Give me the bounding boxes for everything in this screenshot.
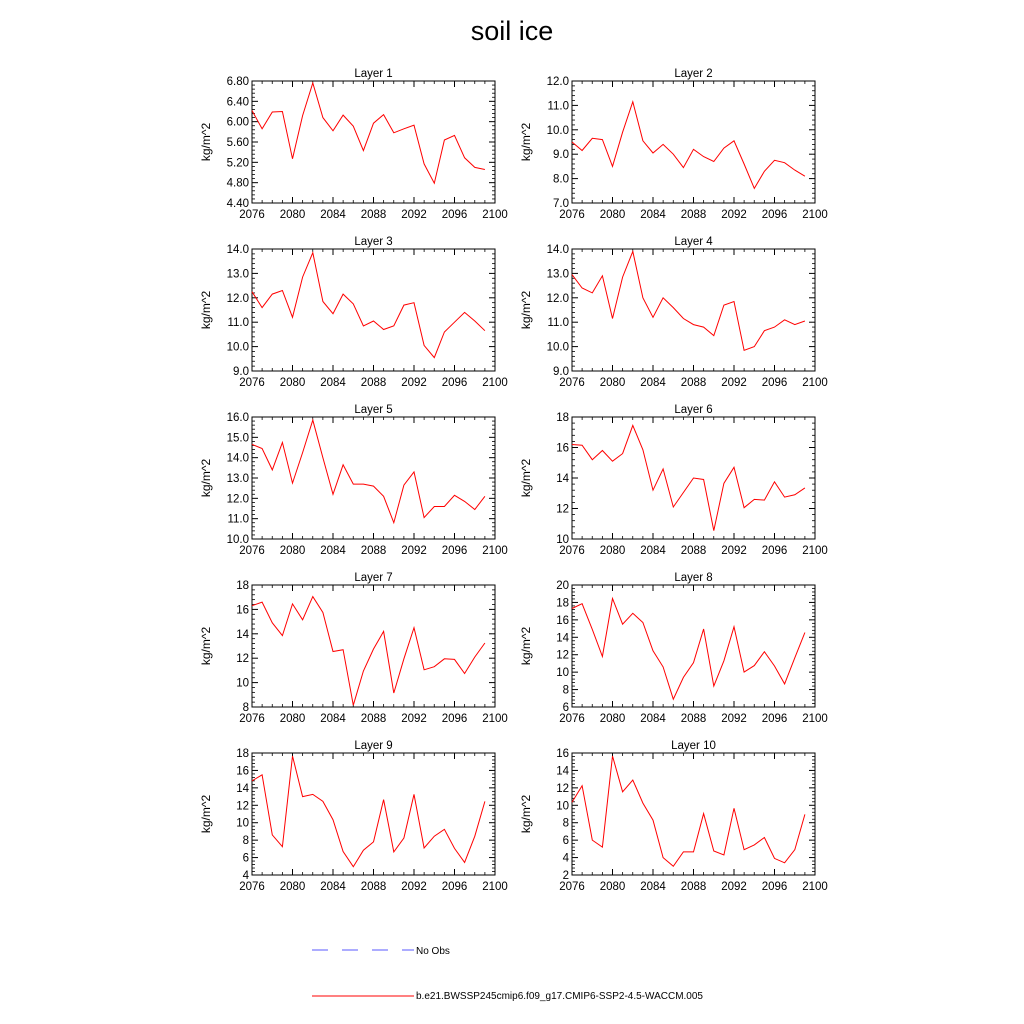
y-tick-label: 13.0 [226, 268, 249, 281]
y-axis-label: kg/m^2 [519, 290, 533, 330]
x-tick-label: 2100 [482, 377, 508, 389]
x-tick-label: 2084 [320, 713, 346, 725]
panel-title: Layer 4 [674, 236, 713, 248]
y-tick-label: 11.0 [227, 317, 249, 330]
chart-panel-5 [199, 404, 508, 557]
y-axis-label: kg/m^2 [519, 122, 533, 162]
x-tick-label: 2096 [441, 209, 468, 221]
y-tick-label: 12.0 [546, 76, 569, 88]
x-tick-label: 2092 [721, 881, 747, 893]
x-tick-label: 2092 [721, 545, 747, 557]
y-tick-label: 16.0 [226, 412, 249, 424]
y-tick-label: 15.0 [226, 432, 249, 445]
x-tick-label: 2096 [441, 881, 468, 893]
y-tick-label: 7.0 [553, 198, 569, 210]
y-tick-label: 10 [556, 667, 569, 680]
y-tick-label: 10 [236, 817, 249, 830]
y-axis-label: kg/m^2 [199, 458, 213, 498]
x-tick-label: 2084 [640, 545, 666, 557]
x-tick-label: 2092 [721, 377, 747, 389]
x-tick-label: 2076 [239, 545, 265, 557]
panel-title: Layer 6 [674, 404, 713, 416]
y-tick-label: 16 [556, 442, 569, 455]
series-line [252, 253, 485, 358]
y-tick-label: 14.0 [546, 244, 569, 256]
x-tick-label: 2080 [599, 377, 626, 389]
y-tick-label: 4.80 [226, 177, 249, 190]
plot-frame [252, 249, 495, 371]
y-tick-label: 9.0 [553, 149, 569, 162]
x-tick-label: 2076 [559, 545, 585, 557]
x-tick-label: 2088 [680, 209, 707, 221]
x-tick-label: 2096 [761, 209, 788, 221]
x-tick-label: 2100 [802, 545, 828, 557]
y-tick-label: 12.0 [546, 292, 569, 305]
y-tick-label: 10 [556, 534, 569, 546]
y-tick-label: 8 [242, 702, 249, 714]
chart-panel-10 [519, 740, 828, 893]
x-tick-label: 2080 [279, 545, 306, 557]
series-line [572, 102, 805, 189]
y-tick-label: 5.60 [226, 137, 249, 149]
x-tick-label: 2100 [802, 377, 828, 389]
y-tick-label: 14 [556, 473, 569, 485]
series-line [572, 251, 805, 350]
x-tick-label: 2084 [320, 881, 346, 893]
x-tick-label: 2080 [599, 209, 626, 221]
x-tick-label: 2080 [599, 713, 626, 725]
chart-panel-1 [199, 68, 508, 221]
x-tick-label: 2096 [761, 545, 788, 557]
y-tick-label: 12 [556, 503, 569, 516]
x-tick-label: 2096 [761, 377, 788, 389]
y-tick-label: 18 [236, 748, 249, 760]
y-tick-label: 8 [562, 684, 569, 697]
y-tick-label: 4 [242, 870, 249, 882]
y-tick-label: 8 [562, 817, 569, 830]
x-tick-label: 2080 [279, 377, 306, 389]
y-tick-label: 11.0 [547, 317, 569, 330]
x-tick-label: 2100 [482, 545, 508, 557]
x-tick-label: 2092 [721, 209, 747, 221]
chart-panel-6 [519, 404, 828, 557]
x-tick-label: 2080 [279, 209, 306, 221]
x-tick-label: 2084 [640, 209, 666, 221]
x-tick-label: 2100 [802, 713, 828, 725]
x-tick-label: 2092 [401, 377, 427, 389]
x-tick-label: 2088 [680, 377, 707, 389]
x-tick-label: 2100 [482, 713, 508, 725]
panel-title: Layer 10 [671, 740, 716, 752]
x-tick-label: 2100 [482, 209, 508, 221]
x-tick-label: 2096 [441, 713, 468, 725]
x-tick-label: 2076 [239, 377, 265, 389]
series-line [572, 425, 805, 530]
panel-title: Layer 5 [354, 404, 393, 416]
plot-frame [252, 417, 495, 539]
legend-model-label: b.e21.BWSSP245cmip6.f09_g17.CMIP6-SSP2-4.5-WACCM.005 [416, 991, 703, 1002]
y-tick-label: 2 [562, 870, 569, 882]
y-tick-label: 6.40 [226, 96, 249, 109]
x-tick-label: 2100 [802, 209, 828, 221]
x-tick-label: 2076 [559, 377, 585, 389]
y-tick-label: 8 [242, 835, 249, 848]
y-axis-label: kg/m^2 [199, 794, 213, 834]
panel-title: Layer 9 [354, 740, 393, 752]
y-tick-label: 14.0 [226, 244, 249, 256]
chart-panel-8 [519, 572, 828, 725]
y-tick-label: 12 [556, 649, 569, 662]
series-line [252, 597, 485, 706]
y-tick-label: 18 [556, 412, 569, 424]
y-tick-label: 14 [236, 782, 249, 795]
x-tick-label: 2100 [482, 881, 508, 893]
y-tick-label: 16 [556, 748, 569, 760]
y-tick-label: 20 [556, 580, 569, 592]
y-tick-label: 18 [556, 597, 569, 610]
x-tick-label: 2084 [320, 545, 346, 557]
y-tick-label: 10.0 [546, 124, 569, 137]
x-tick-label: 2076 [239, 713, 265, 725]
x-tick-label: 2092 [721, 713, 747, 725]
y-tick-label: 11.0 [227, 513, 249, 526]
x-tick-label: 2096 [761, 713, 788, 725]
x-tick-label: 2084 [640, 881, 666, 893]
plot-frame [572, 753, 815, 875]
plot-frame [572, 585, 815, 707]
y-tick-label: 12 [236, 653, 249, 666]
y-tick-label: 10.0 [226, 534, 249, 546]
x-tick-label: 2088 [680, 713, 707, 725]
y-tick-label: 12 [236, 800, 249, 813]
x-tick-label: 2088 [360, 881, 387, 893]
chart-panel-2 [519, 68, 828, 221]
x-tick-label: 2092 [401, 545, 427, 557]
y-tick-label: 9.0 [553, 366, 569, 378]
x-tick-label: 2088 [360, 377, 387, 389]
plot-frame [572, 81, 815, 203]
x-tick-label: 2092 [401, 713, 427, 725]
x-tick-label: 2088 [360, 713, 387, 725]
y-tick-label: 8.0 [553, 173, 569, 186]
panel-title: Layer 3 [354, 236, 393, 248]
x-tick-label: 2092 [401, 881, 427, 893]
y-tick-label: 10 [236, 677, 249, 690]
chart-panel-4 [519, 236, 828, 389]
y-axis-label: kg/m^2 [199, 290, 213, 330]
y-axis-label: kg/m^2 [519, 626, 533, 666]
plot-frame [572, 249, 815, 371]
x-tick-label: 2076 [559, 713, 585, 725]
y-axis-label: kg/m^2 [519, 794, 533, 834]
page-title: soil ice [470, 16, 554, 46]
y-tick-label: 12.0 [226, 493, 249, 506]
y-tick-label: 10 [556, 800, 569, 813]
x-tick-label: 2084 [640, 377, 666, 389]
panel-title: Layer 1 [354, 68, 393, 80]
y-tick-label: 13.0 [226, 473, 249, 485]
x-tick-label: 2080 [279, 713, 306, 725]
x-tick-label: 2088 [680, 881, 707, 893]
x-tick-label: 2076 [239, 881, 265, 893]
y-tick-label: 16 [236, 765, 249, 778]
chart-panel-9 [199, 740, 508, 893]
y-tick-label: 12.0 [226, 292, 249, 305]
y-tick-label: 14 [556, 632, 569, 645]
y-tick-label: 4 [562, 852, 569, 865]
panel-title: Layer 2 [674, 68, 713, 80]
y-tick-label: 4.40 [226, 198, 249, 210]
y-tick-label: 14.0 [226, 452, 249, 465]
panel-title: Layer 8 [674, 572, 713, 584]
x-tick-label: 2088 [360, 209, 387, 221]
x-tick-label: 2100 [802, 881, 828, 893]
series-line [572, 599, 805, 700]
y-axis-label: kg/m^2 [519, 458, 533, 498]
y-tick-label: 6 [562, 702, 569, 714]
x-tick-label: 2084 [320, 209, 346, 221]
plot-frame [252, 585, 495, 707]
y-tick-label: 16 [556, 614, 569, 627]
y-tick-label: 6 [562, 835, 569, 848]
series-line [252, 83, 485, 183]
y-tick-label: 18 [236, 580, 249, 592]
y-tick-label: 6 [242, 852, 249, 865]
legend-obs-label: No Obs [416, 946, 450, 957]
y-tick-label: 11.0 [547, 100, 569, 113]
y-tick-label: 13.0 [546, 268, 569, 281]
y-tick-label: 9.0 [233, 366, 249, 378]
series-line [252, 420, 485, 523]
y-tick-label: 12 [556, 782, 569, 795]
y-tick-label: 6.80 [226, 76, 249, 88]
panel-title: Layer 7 [354, 572, 393, 584]
x-tick-label: 2096 [441, 377, 468, 389]
chart-panel-7 [199, 572, 508, 725]
y-tick-label: 5.20 [226, 157, 249, 170]
x-tick-label: 2076 [559, 209, 585, 221]
x-tick-label: 2084 [320, 377, 346, 389]
y-axis-label: kg/m^2 [199, 122, 213, 162]
x-tick-label: 2084 [640, 713, 666, 725]
x-tick-label: 2080 [599, 881, 626, 893]
y-tick-label: 16 [236, 604, 249, 617]
y-tick-label: 14 [556, 765, 569, 778]
series-line [572, 756, 805, 866]
series-line [252, 756, 485, 867]
x-tick-label: 2096 [441, 545, 468, 557]
x-tick-label: 2076 [559, 881, 585, 893]
chart-panel-3 [199, 236, 508, 389]
legend [312, 946, 703, 1002]
x-tick-label: 2076 [239, 209, 265, 221]
x-tick-label: 2080 [279, 881, 306, 893]
plot-frame [252, 753, 495, 875]
y-tick-label: 14 [236, 628, 249, 641]
x-tick-label: 2092 [401, 209, 427, 221]
y-tick-label: 10.0 [546, 341, 569, 354]
x-tick-label: 2096 [761, 881, 788, 893]
y-tick-label: 10.0 [226, 341, 249, 354]
x-tick-label: 2088 [680, 545, 707, 557]
x-tick-label: 2088 [360, 545, 387, 557]
x-tick-label: 2080 [599, 545, 626, 557]
y-tick-label: 6.00 [226, 116, 249, 129]
y-axis-label: kg/m^2 [199, 626, 213, 666]
